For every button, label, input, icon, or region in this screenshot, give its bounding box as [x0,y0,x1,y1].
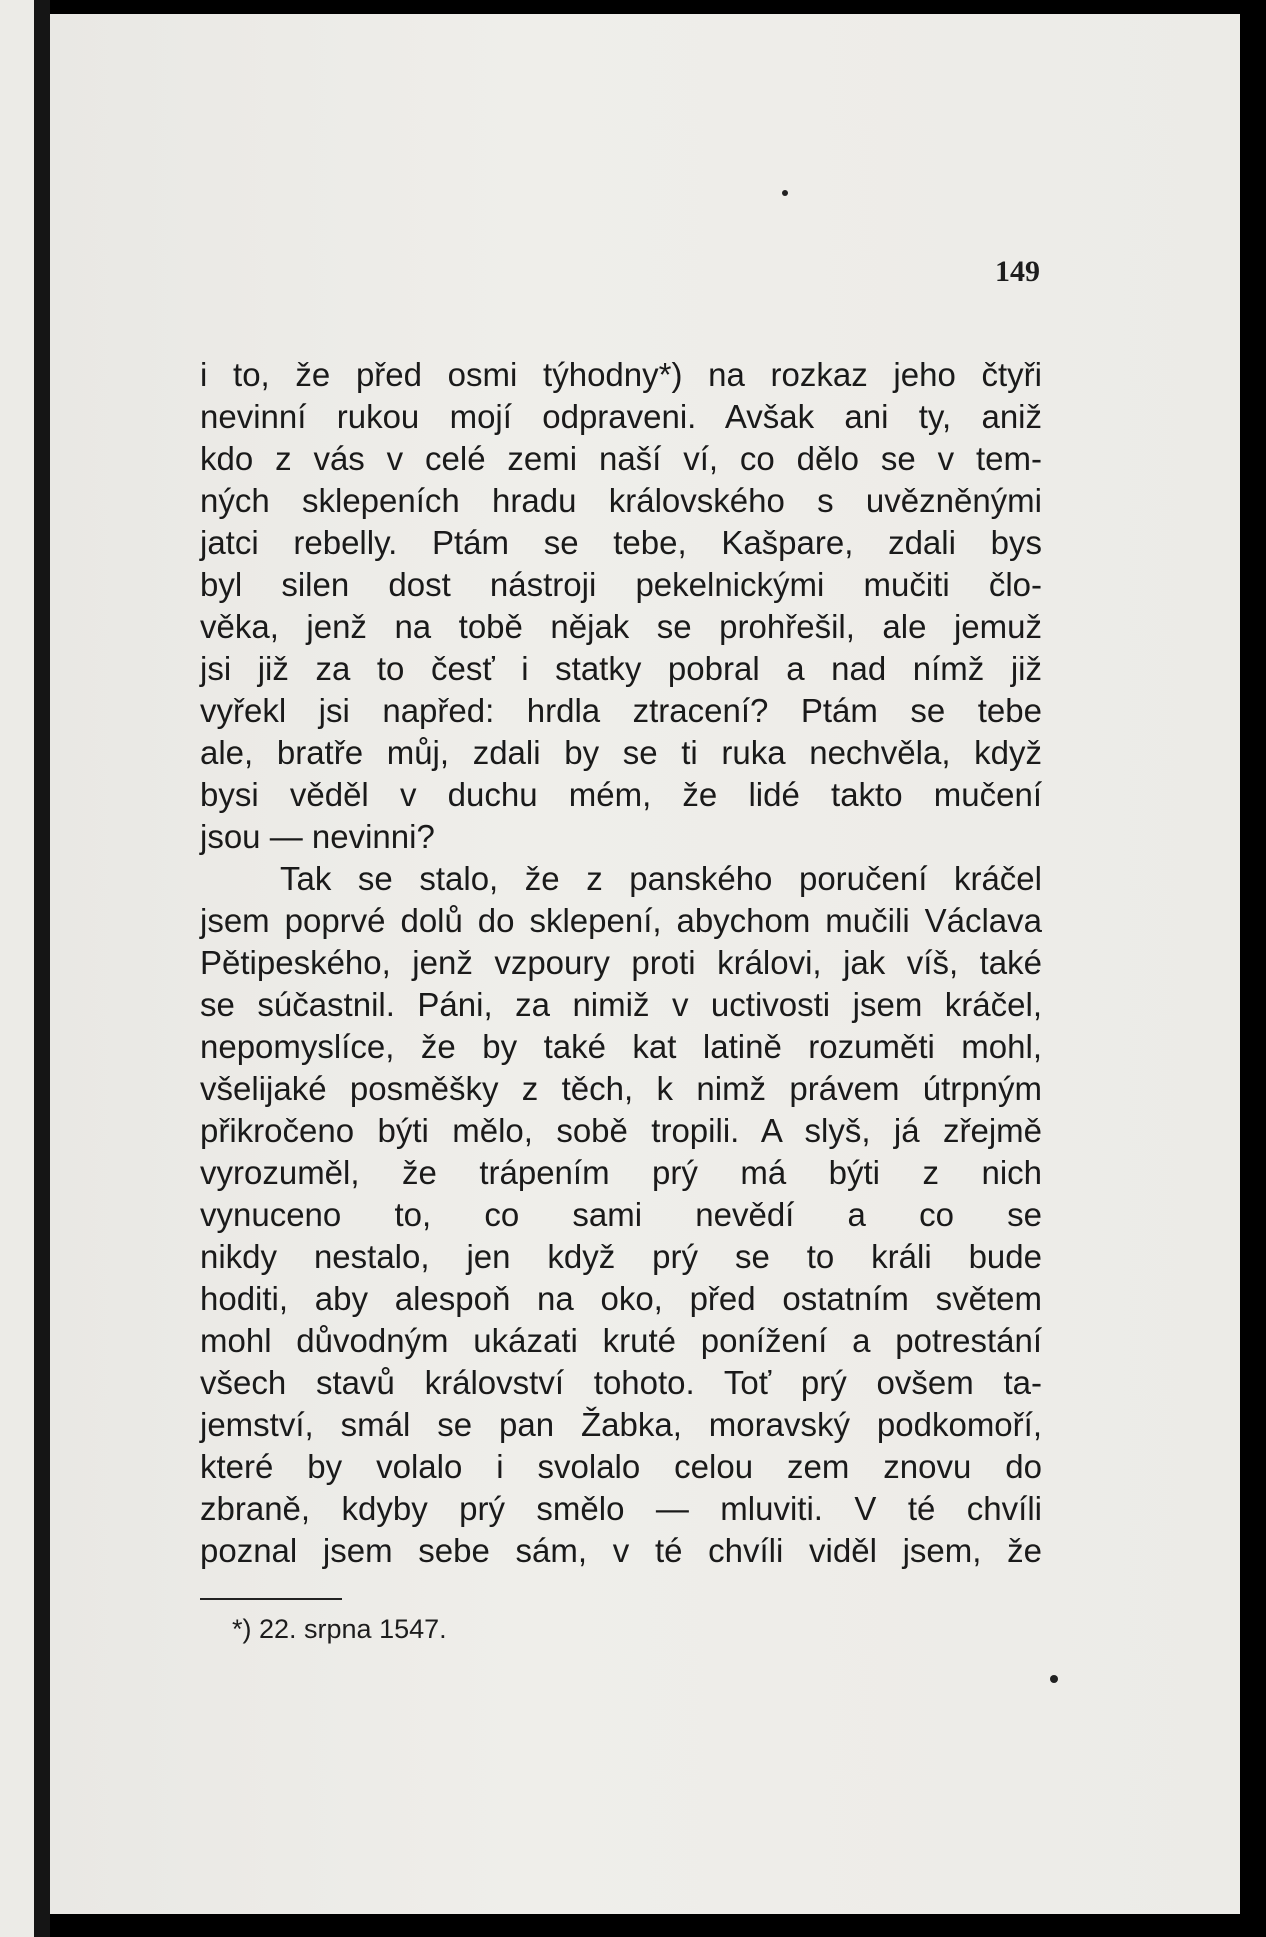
text-line: kdo z vás v celé zemi naší ví, co dělo se v tem- [200,440,1042,477]
text-line: přikročeno býti mělo, sobě tropili. A slyš, já zřejmě [200,1112,1042,1149]
text-line: jsem poprvé dolů do sklepení, abychom mučili Václava [200,902,1042,939]
text-line: jemství, smál se pan Žabka, moravský podkomoří, [200,1406,1042,1443]
text-line: vyřekl jsi napřed: hrdla ztracení? Ptám se tebe [200,692,1042,729]
text-line: nikdy nestalo, jen když prý se to králi bude [200,1238,1042,1275]
ink-speck [1050,1675,1058,1683]
text-line: se súčastnil. Páni, za nimiž v uctivosti jsem kráčel, [200,986,1042,1023]
footnote-separator [200,1598,342,1600]
scan-border [34,0,50,1937]
text-line: bysi věděl v duchu mém, že lidé takto mučení [200,776,1042,813]
text-line: mohl důvodným ukázati kruté ponížení a potrestání [200,1322,1042,1359]
text-line: nepomyslíce, že by také kat latině rozuměti mohl, [200,1028,1042,1065]
page-number: 149 [995,255,1040,288]
text-line: ných sklepeních hradu královského s uvězněnými [200,482,1042,519]
text-line: i to, že před osmi týhodny*) na rozkaz jeho čtyři [200,356,1042,393]
body-text [200,354,1042,1572]
text-line: všelijaké posměšky z těch, k nimž právem útrpným [200,1070,1042,1107]
text-line: věka, jenž na tobě nějak se prohřešil, ale jemuž [200,608,1042,645]
paragraph-end-line: jsou — nevinni? [200,818,435,855]
text-line: Pětipeského, jenž vzpoury proti královi, jak víš, také [200,944,1042,981]
ink-speck [782,190,788,196]
text-line: nevinní rukou mojí odpraveni. Avšak ani ty, aniž [200,398,1042,435]
text-line: které by volalo i svolalo celou zem znovu do [200,1448,1042,1485]
text-line: poznal jsem sebe sám, v té chvíli viděl jsem, že [200,1532,1042,1569]
text-line: hoditi, aby alespoň na oko, před ostatním světem [200,1280,1042,1317]
text-line: zbraně, kdyby prý smělo — mluviti. V té chvíli [200,1490,1042,1527]
adjacent-page-edge [0,0,34,1937]
text-line: jatci rebelly. Ptám se tebe, Kašpare, zdali bys [200,524,1042,561]
text-line: vyrozuměl, že trápením prý má býti z nich [200,1154,1042,1191]
footnote: *) 22. srpna 1547. [232,1614,447,1644]
text-line: jsi již za to česť i statky pobral a nad nímž již [200,650,1042,687]
text-line: všech stavů království tohoto. Toť prý ovšem ta- [200,1364,1042,1401]
paragraph-start-line: Tak se stalo, že z panského poručení kráčel [280,860,1042,897]
text-line: byl silen dost nástroji pekelnickými mučiti člo- [200,566,1042,603]
text-line: vynuceno to, co sami nevědí a co se [200,1196,1042,1233]
text-line: ale, bratře můj, zdali by se ti ruka nechvěla, když [200,734,1042,771]
